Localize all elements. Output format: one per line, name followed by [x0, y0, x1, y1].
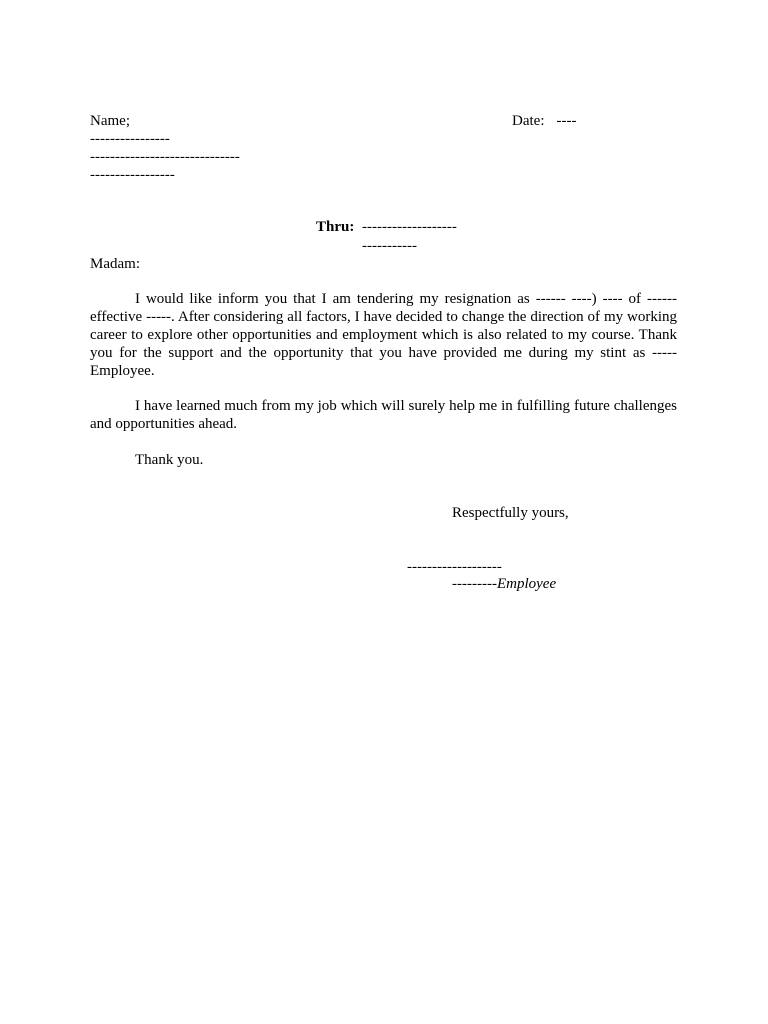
thru-line-2: ----------- — [362, 238, 417, 254]
recipient-line-3: ----------------- — [90, 167, 175, 183]
recipient-line-1: ---------------- — [90, 131, 170, 147]
body-paragraph-1: I would like inform you that I am tendering my resignation as ------ ----) ---- of ------ effective -----. After considering all factors, I have decided to change the direction of my working career to explore other opportunities and employment which is also related to my course. Thank you for the support and the opportunity that you have provided me during my stint as ----- Employee. — [90, 291, 677, 379]
body-paragraph-2: I have learned much from my job which will surely help me in fulfilling future challenges and opportunities ahead. — [90, 398, 677, 432]
date-label: Date: — [512, 113, 545, 129]
thru-line-1: ------------------- — [362, 219, 457, 235]
date-row — [497, 94, 576, 148]
salutation: Madam: — [90, 256, 140, 272]
closing-text: Respectfully yours, — [452, 505, 569, 521]
body-paragraph-3: Thank you. — [135, 452, 204, 468]
recipient-name-label: Name; — [90, 113, 130, 129]
recipient-line-2: ------------------------------ — [90, 149, 240, 165]
signer-role: Employee — [496, 576, 557, 592]
signer-title — [452, 575, 556, 593]
signature-line: ------------------- — [407, 559, 502, 575]
date-value: ---- — [556, 113, 577, 129]
thru-label: Thru: — [316, 219, 355, 235]
signer-dashes: --------- — [452, 576, 497, 592]
